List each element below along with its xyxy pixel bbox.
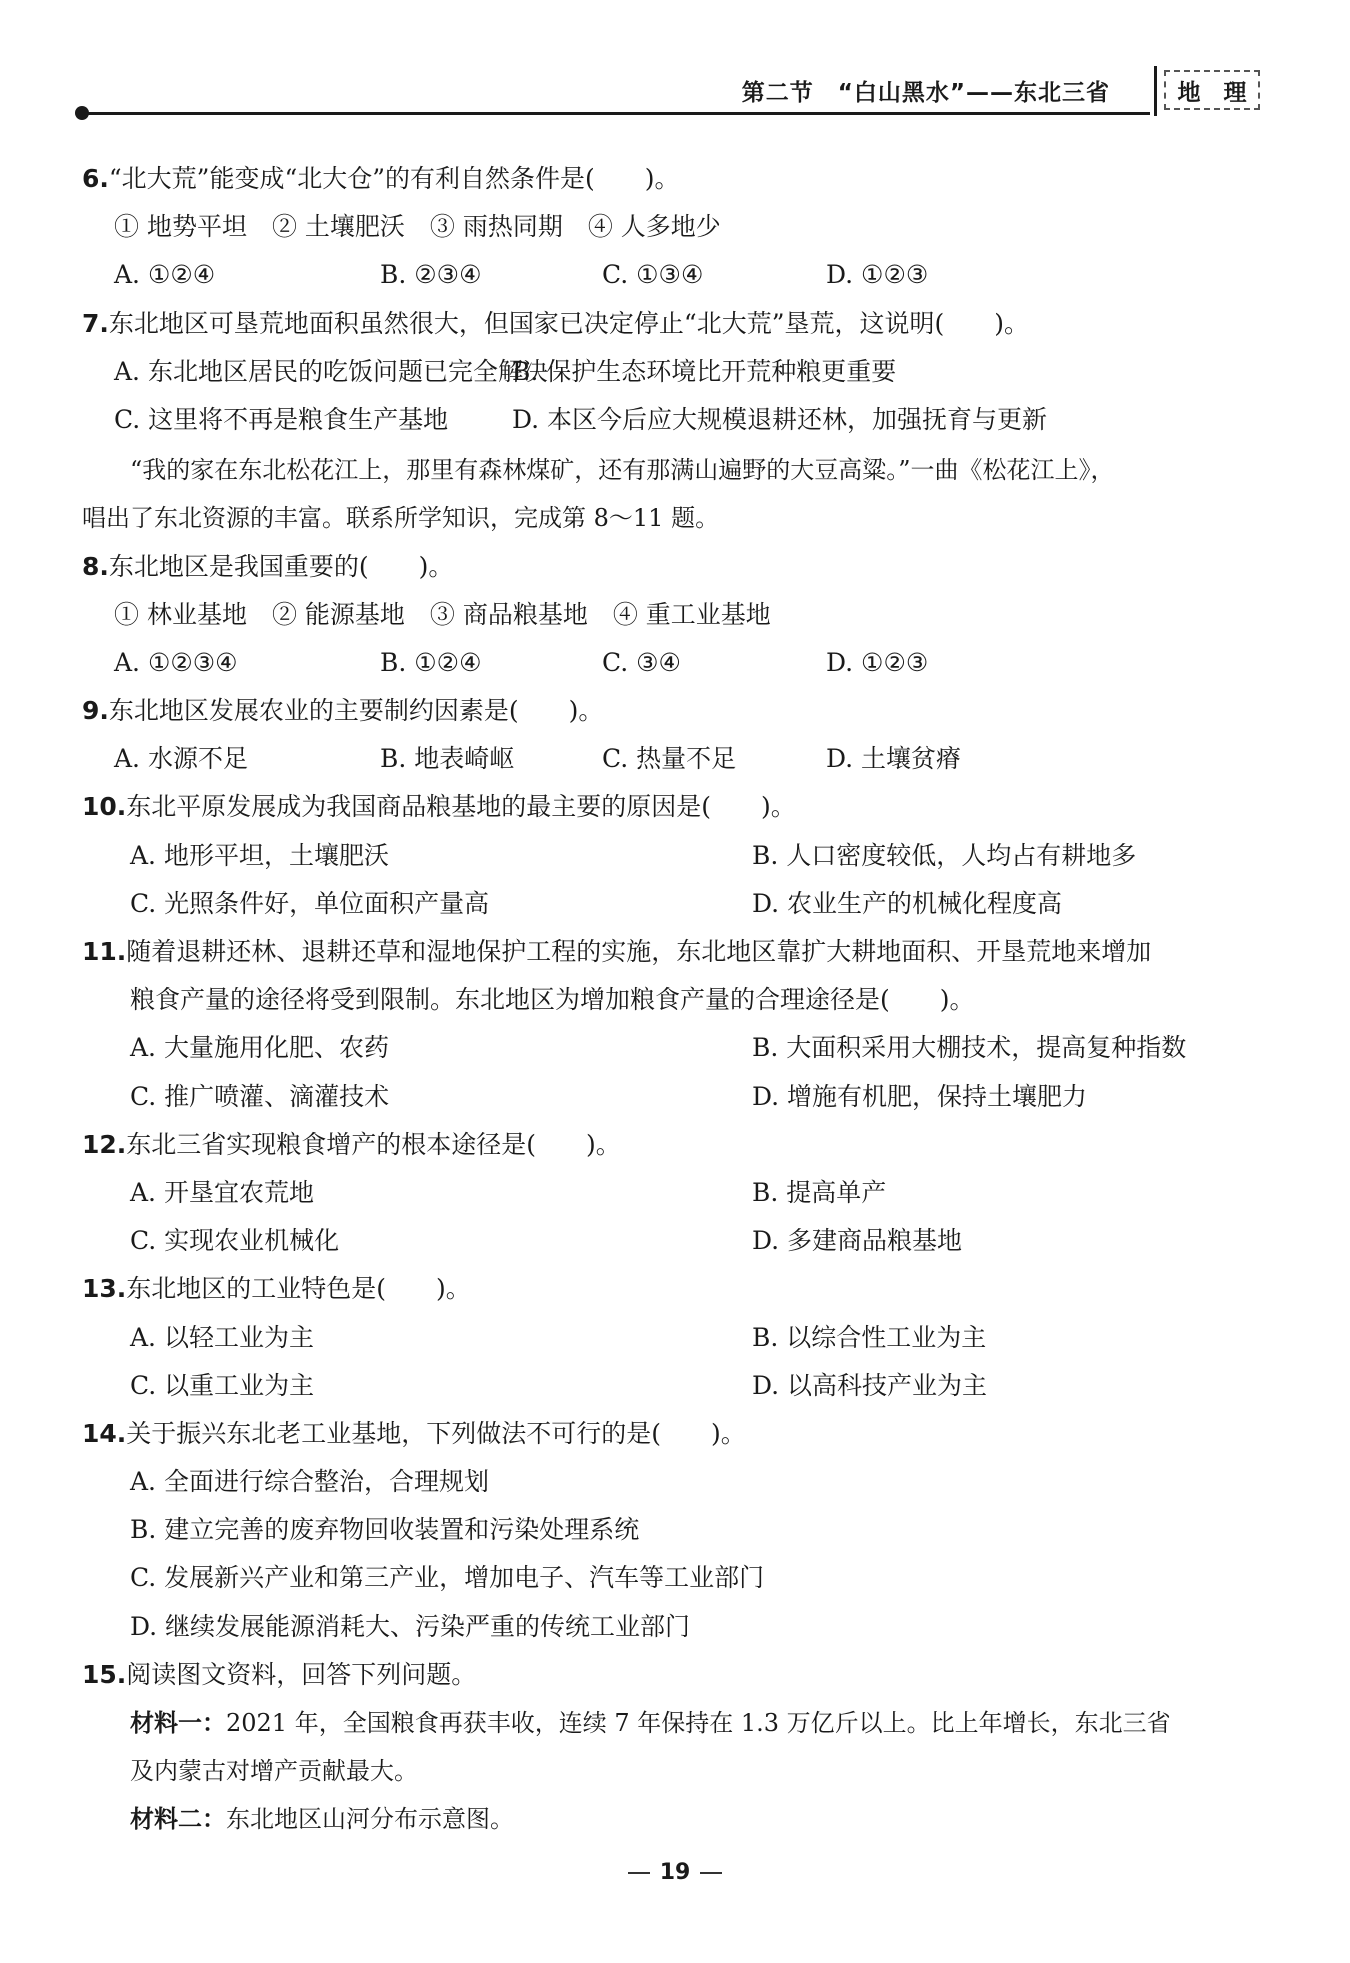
question-11-stem-line-1: 11.随着退耕还林、退耕还草和湿地保护工程的实施，东北地区靠扩大耕地面积、开垦荒地来增加 bbox=[82, 937, 1152, 966]
header-rule bbox=[80, 112, 1150, 115]
option-c[interactable]: C. 以重工业为主 bbox=[130, 1370, 315, 1400]
question-7-stem: 7.东北地区可垦荒地面积虽然很大，但国家已决定停止“北大荒”垦荒，这说明( )。 bbox=[82, 308, 1029, 338]
page-number-dash-left bbox=[628, 1872, 650, 1874]
option-b[interactable]: B. ②③④ bbox=[380, 260, 482, 290]
option-b[interactable]: B. 以综合性工业为主 bbox=[752, 1322, 987, 1352]
option-c[interactable]: C. 发展新兴产业和第三产业，增加电子、汽车等工业部门 bbox=[130, 1563, 765, 1593]
question-content bbox=[82, 155, 1262, 1844]
question-13-stem: 13.东北地区的工业特色是( )。 bbox=[82, 1274, 471, 1304]
question-9-options bbox=[82, 735, 1262, 783]
question-11-options-row1 bbox=[82, 1024, 1262, 1072]
question-13-options-row2 bbox=[82, 1362, 1262, 1410]
option-d[interactable]: D. 本区今后应大规模退耕还林，加强抚育与更新 bbox=[512, 404, 1048, 434]
question-6-items: ① 地势平坦 ② 土壤肥沃 ③ 雨热同期 ④ 人多地少 bbox=[114, 212, 721, 242]
option-a[interactable]: A. 东北地区居民的吃饭问题已完全解决 bbox=[114, 356, 548, 386]
option-d[interactable]: D. ①②③ bbox=[826, 260, 929, 290]
question-12-options-row1 bbox=[82, 1169, 1262, 1217]
material-1-line-1: 材料一：2021 年，全国粮食再获丰收，连续 7 年保持在 1.3 万亿斤以上。比上年增长，东北三省 bbox=[130, 1709, 1171, 1737]
question-10-stem: 10.东北平原发展成为我国商品粮基地的最主要的原因是( )。 bbox=[82, 792, 796, 822]
option-a[interactable]: A. 以轻工业为主 bbox=[130, 1322, 314, 1352]
option-b[interactable]: B. 保护生态环境比开荒种粮更重要 bbox=[512, 356, 897, 386]
option-b[interactable]: B. 提高单产 bbox=[752, 1177, 887, 1207]
question-12-options-row2 bbox=[82, 1217, 1262, 1265]
option-d[interactable]: D. 农业生产的机械化程度高 bbox=[752, 888, 1063, 918]
option-c[interactable]: C. 热量不足 bbox=[602, 744, 737, 774]
option-c[interactable]: C. 推广喷灌、滴灌技术 bbox=[130, 1081, 390, 1111]
option-a[interactable]: A. 大量施用化肥、农药 bbox=[130, 1033, 389, 1063]
question-6-stem: 6.“北大荒”能变成“北大仓”的有利自然条件是( )。 bbox=[82, 164, 680, 193]
option-c[interactable]: C. 实现农业机械化 bbox=[130, 1226, 340, 1256]
question-11-stem-line-2: 粮食产量的途径将受到限制。东北地区为增加粮食产量的合理途径是( )。 bbox=[130, 985, 975, 1015]
question-7-options-row2 bbox=[82, 396, 1262, 444]
question-8-items: ① 林业基地 ② 能源基地 ③ 商品粮基地 ④ 重工业基地 bbox=[114, 599, 771, 629]
question-10-options-row1 bbox=[82, 832, 1262, 880]
subject-label bbox=[1164, 70, 1260, 110]
question-7-options-row1 bbox=[82, 348, 1262, 396]
passage-line-1: “我的家在东北松花江上，那里有森林煤矿，还有那满山遍野的大豆高粱。”一曲《松花江上》， bbox=[130, 456, 1115, 485]
question-15-stem: 15.阅读图文资料，回答下列问题。 bbox=[82, 1659, 477, 1689]
passage-line-2: 唱出了东北资源的丰富。联系所学知识，完成第 8～11 题。 bbox=[82, 504, 720, 533]
option-d[interactable]: D. ①②③ bbox=[826, 647, 929, 677]
option-d[interactable]: D. 以高科技产业为主 bbox=[752, 1370, 988, 1400]
material-2-line: 材料二：东北地区山河分布示意图。 bbox=[130, 1805, 514, 1834]
question-8-stem: 8.东北地区是我国重要的( )。 bbox=[82, 551, 454, 581]
option-a[interactable]: A. ①②③④ bbox=[114, 647, 238, 677]
subject-divider bbox=[1154, 66, 1157, 116]
option-a[interactable]: A. 开垦宜农荒地 bbox=[130, 1177, 314, 1207]
option-c[interactable]: C. 光照条件好，单位面积产量高 bbox=[130, 888, 490, 918]
option-d[interactable]: D. 土壤贫瘠 bbox=[826, 744, 962, 774]
question-12-stem: 12.东北三省实现粮食增产的根本途径是( )。 bbox=[82, 1129, 621, 1159]
option-c[interactable]: C. 这里将不再是粮食生产基地 bbox=[114, 404, 449, 434]
option-b[interactable]: B. ①②④ bbox=[380, 647, 482, 677]
question-6-options bbox=[82, 251, 1262, 299]
option-c[interactable]: C. ①③④ bbox=[602, 260, 704, 290]
question-14-stem: 14.关于振兴东北老工业基地，下列做法不可行的是( )。 bbox=[82, 1418, 746, 1448]
page-header bbox=[80, 70, 1260, 120]
page-number-dash-right bbox=[700, 1872, 722, 1874]
option-d[interactable]: D. 增施有机肥，保持土壤肥力 bbox=[752, 1081, 1088, 1111]
option-a[interactable]: A. 全面进行综合整治，合理规划 bbox=[130, 1467, 489, 1497]
page-number: 19 bbox=[0, 1860, 1350, 1885]
subject-char-2: 理 bbox=[1223, 79, 1247, 106]
option-d[interactable]: D. 继续发展能源消耗大、污染严重的传统工业部门 bbox=[130, 1611, 691, 1641]
question-8-options bbox=[82, 639, 1262, 687]
option-b[interactable]: B. 人口密度较低，人均占有耕地多 bbox=[752, 840, 1137, 870]
option-a[interactable]: A. ①②④ bbox=[114, 260, 216, 290]
subject-char-1: 地 bbox=[1177, 79, 1201, 106]
question-11-options-row2 bbox=[82, 1073, 1262, 1121]
section-title: 第二节 “白山黑水”——东北三省 bbox=[741, 80, 1110, 106]
option-b[interactable]: B. 地表崎岖 bbox=[380, 744, 515, 774]
option-a[interactable]: A. 地形平坦，土壤肥沃 bbox=[130, 840, 389, 870]
option-b[interactable]: B. 大面积采用大棚技术，提高复种指数 bbox=[752, 1033, 1187, 1063]
option-d[interactable]: D. 多建商品粮基地 bbox=[752, 1226, 963, 1256]
question-9-stem: 9.东北地区发展农业的主要制约因素是( )。 bbox=[82, 696, 604, 726]
option-c[interactable]: C. ③④ bbox=[602, 647, 681, 677]
option-b[interactable]: B. 建立完善的废弃物回收装置和污染处理系统 bbox=[130, 1515, 640, 1545]
option-a[interactable]: A. 水源不足 bbox=[114, 744, 248, 774]
question-13-options-row1 bbox=[82, 1314, 1262, 1362]
question-10-options-row2 bbox=[82, 880, 1262, 928]
material-1-line-2: 及内蒙古对增产贡献最大。 bbox=[130, 1757, 418, 1786]
